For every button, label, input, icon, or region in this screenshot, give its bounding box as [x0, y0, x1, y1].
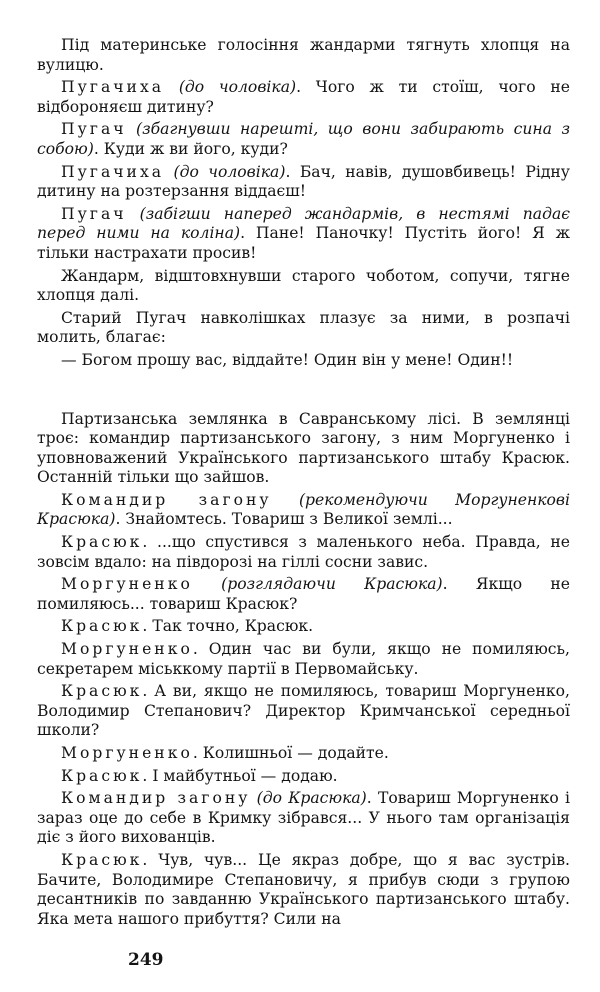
text-paragraph [37, 36, 570, 75]
text-paragraph [37, 851, 570, 929]
paragraph-text: . Чув, чув... Це якраз добре, що я вас зустрів. Бачите, Володимире Степановичу, я прибув сюди з групою десантників по завданню Українського партизанського штабу. Яка мета нашого прибуття? Сили на [37, 850, 570, 928]
text-paragraph [37, 789, 570, 848]
speaker-name: Пугачиха [61, 78, 165, 97]
paragraph-text: . І майбутньої — додаю. [142, 766, 338, 785]
page-number: 249 [128, 950, 164, 970]
text-paragraph [37, 163, 570, 202]
paragraph-text: — Богом прошу вас, віддайте! Один він у мене! Один!! [61, 350, 514, 369]
page-body [37, 36, 570, 932]
stage-direction: (до чоловіка) [178, 78, 297, 97]
text-paragraph [37, 640, 570, 679]
paragraph-text: . Пане! Паночку! Пустіть його! Я ж тільки настрахати просив! [37, 224, 570, 262]
speaker-name: Пугач [61, 204, 127, 223]
text-paragraph [37, 533, 570, 572]
paragraph-text: . ...що спустився з маленького неба. Правда, не зовсім вдало: на півдорозі на гіллі сосни завис. [37, 533, 570, 571]
text-paragraph [37, 267, 570, 306]
stage-direction: (до Красюка) [256, 789, 367, 808]
text-paragraph [37, 767, 570, 787]
text-paragraph [37, 205, 570, 264]
stage-direction: (до чоловіка) [173, 162, 286, 181]
stage-direction: (розглядаючи Красюка) [221, 575, 443, 594]
paragraph-text: Під материнське голосіння жандарми тягнуть хлопця на вулицю. [37, 36, 570, 74]
paragraph-text [193, 575, 221, 593]
speaker-name: Красюк [61, 533, 143, 552]
text-paragraph [37, 410, 570, 488]
text-paragraph [37, 744, 570, 764]
paragraph-text: . Бач, навів, душовбивець! Рідну дитину на розтерзання віддаєш! [37, 162, 570, 201]
speaker-name: Моргуненко [61, 640, 193, 659]
speaker-name: Пугачиха [61, 162, 165, 181]
paragraph-text: . Колишньої — додайте. [192, 744, 389, 762]
text-paragraph [37, 682, 570, 741]
paragraph-text [164, 78, 179, 96]
text-paragraph [37, 351, 570, 371]
stage-direction: (збагнувши нарешті, що вони забирають сина з собою) [37, 120, 570, 158]
speaker-name: Красюк [61, 850, 143, 869]
paragraph-text [272, 491, 299, 509]
text-paragraph [37, 78, 570, 117]
speaker-name: Пугач [61, 120, 127, 139]
paragraph-text: . А ви, якщо не помиляюсь, товариш Моргуненко, Володимир Степанович? Директор Кримчанської середньої школи? [37, 682, 570, 740]
paragraph-text [127, 120, 136, 138]
paragraph-text: . Чого ж ти стоїш, чого не відбороняєш дитину? [37, 78, 570, 116]
speaker-name: Командир загону [61, 490, 272, 509]
speaker-name: Красюк [61, 617, 143, 636]
paragraph-text: Старий Пугач навколішках плазує за ними, в розпачі молить, благає: [37, 308, 570, 347]
text-paragraph [37, 491, 570, 530]
speaker-name: Моргуненко [61, 575, 193, 594]
speaker-name: Командир загону [61, 789, 251, 808]
paragraph-text: . Товариш Моргуненко і зараз оце до себе в Кримку зібрався... У нього там організація діє з його вихованців. [37, 789, 570, 847]
stage-direction: (забігши наперед жандармів, в нестямі падає перед ними на коліна) [37, 204, 570, 243]
paragraph-text: . Один час ви були, якщо не помиляюсь, секретарем міськкому партії в Первомайську. [37, 640, 570, 678]
stage-direction: (рекомендуючи Моргуненкові Красюка) [37, 490, 570, 529]
paragraph-text: Жандарм, відштовхнувши старого чоботом, сопучи, тягне хлопця далі. [37, 266, 570, 305]
speaker-name: Красюк [61, 766, 143, 785]
text-paragraph [37, 575, 570, 614]
paragraph-text [127, 205, 140, 223]
text-paragraph [37, 617, 570, 637]
text-paragraph [37, 309, 570, 348]
paragraph-text: . Знайомтесь. Товариш з Великої землі... [115, 510, 453, 529]
speaker-name: Моргуненко [61, 744, 193, 762]
paragraph-text: . Так точно, Красюк. [142, 617, 314, 636]
speaker-name: Красюк [61, 682, 143, 701]
paragraph-text: . Куди ж ви його, куди? [93, 139, 288, 158]
paragraph-text: Партизанська землянка в Савранському лісі. В землянці троє: командир партизанського загону, з ним Моргуненко і уповноважений Українського партизанського штабу Красюк. Останній тільки що зайшов. [37, 409, 570, 487]
paragraph-text: . Якщо не помиляюсь... товариш Красюк? [37, 575, 570, 613]
text-paragraph [37, 120, 570, 159]
scene-break [37, 374, 570, 410]
